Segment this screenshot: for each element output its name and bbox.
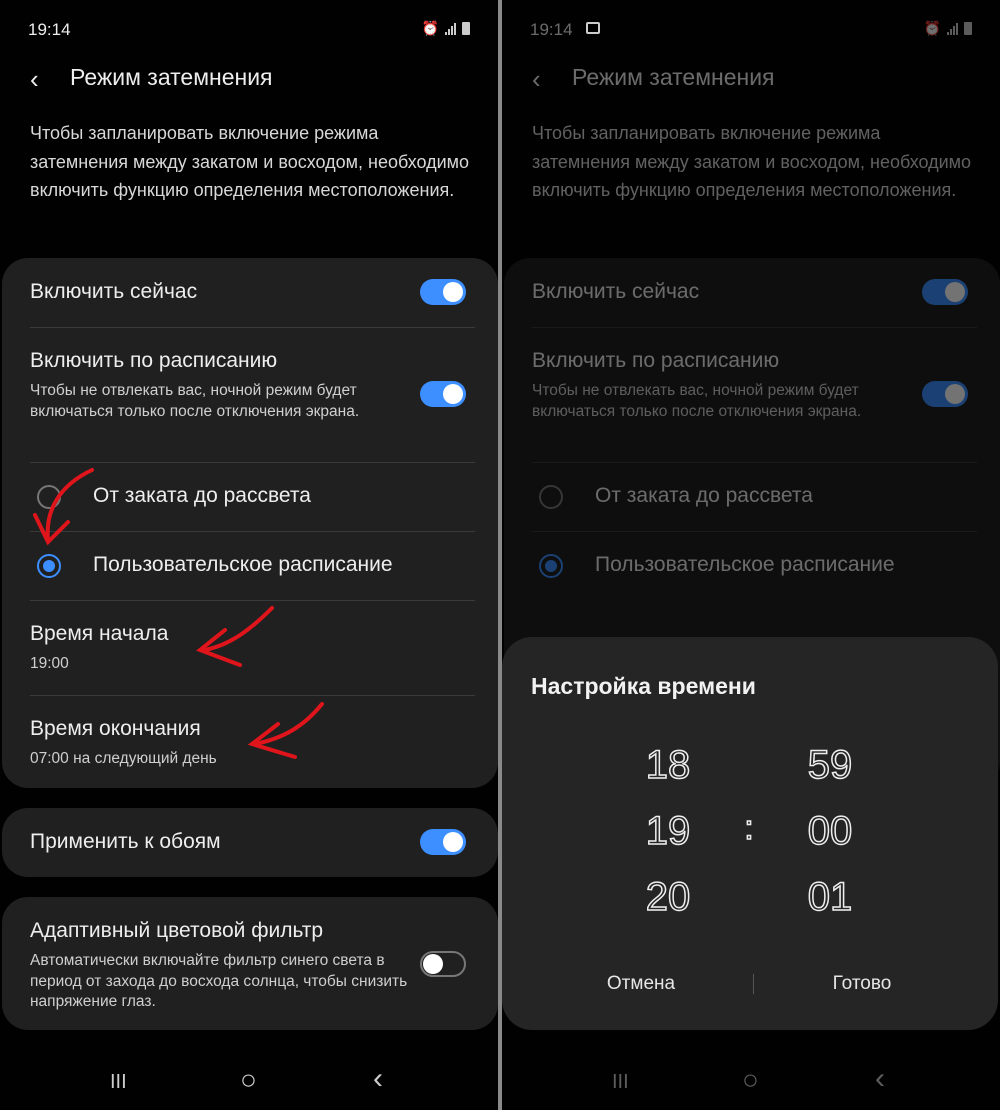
time-separator: : (744, 809, 754, 847)
done-button[interactable]: Готово (832, 973, 892, 994)
divider (532, 327, 977, 328)
recents-button[interactable]: III (612, 1071, 629, 1093)
schedule-card (2, 258, 498, 788)
status-time: 19:14 (28, 20, 71, 39)
nav-back-button[interactable]: ‹ (373, 1062, 383, 1095)
screen-right (502, 0, 1000, 1110)
scheduled-sub: Чтобы не отвлекать вас, ночной режим будет включаться только после отключения экрана. (30, 382, 360, 420)
back-button[interactable]: ‹ (532, 64, 541, 94)
adaptive-sub: Автоматически включайте фильтр синего света в период от захода до восхода солнца, чтобы снизить напряжение глаз. (30, 952, 408, 1010)
adaptive-toggle[interactable] (420, 951, 466, 977)
radio-sunset-sunrise[interactable] (37, 485, 61, 509)
description: Чтобы запланировать включение режима затемнения между закатом и восходом, необходимо включить функцию определения местоположения. (532, 123, 972, 200)
radio-custom-schedule[interactable] (539, 554, 563, 578)
minute-next[interactable]: 01 (807, 875, 853, 919)
scheduled-sub: Чтобы не отвлекать вас, ночной режим будет включаться только после отключения экрана. (532, 382, 862, 420)
divider (30, 327, 475, 328)
nav-back-button[interactable]: ‹ (875, 1062, 885, 1095)
minute-prev[interactable]: 59 (807, 743, 853, 787)
hour-prev[interactable]: 18 (645, 743, 691, 787)
radio-sunset-sunrise[interactable] (539, 485, 563, 509)
scheduled-toggle[interactable] (420, 381, 466, 407)
option-sunset-sunrise[interactable]: От заката до рассвета (93, 484, 311, 507)
screen-left (0, 0, 498, 1110)
cancel-button[interactable]: Отмена (606, 973, 676, 994)
start-time-value: 19:00 (30, 655, 69, 672)
end-time-label[interactable]: Время окончания (30, 717, 201, 740)
dialog-title: Настройка времени (531, 673, 756, 699)
turn-on-now-toggle[interactable] (420, 279, 466, 305)
option-custom-schedule[interactable]: Пользовательское расписание (93, 553, 393, 576)
scheduled-toggle[interactable] (922, 381, 968, 407)
page-title: Режим затемнения (70, 64, 273, 90)
time-picker-dialog (502, 637, 998, 1030)
wallpaper-label: Применить к обоям (30, 830, 221, 853)
battery-icon (964, 22, 972, 35)
scheduled-label: Включить по расписанию (30, 349, 278, 372)
image-notification-icon (586, 22, 600, 34)
button-divider (753, 974, 754, 994)
divider (532, 531, 977, 532)
recents-button[interactable]: III (110, 1071, 127, 1093)
divider (30, 462, 475, 463)
home-button[interactable]: ○ (240, 1064, 257, 1095)
signal-icon (445, 23, 456, 35)
turn-on-now-label: Включить сейчас (30, 280, 198, 303)
hour-selected[interactable]: 19 (645, 809, 691, 853)
option-sunset-sunrise[interactable]: От заката до рассвета (595, 484, 813, 507)
description: Чтобы запланировать включение режима затемнения между закатом и восходом, необходимо включить функцию определения местоположения. (30, 123, 470, 200)
divider (532, 462, 977, 463)
minute-selected[interactable]: 00 (807, 809, 853, 853)
start-time-label[interactable]: Время начала (30, 622, 169, 645)
status-time: 19:14 (530, 20, 573, 39)
adaptive-label: Адаптивный цветовой фильтр (30, 919, 324, 942)
alarm-icon: ⏰ (923, 20, 941, 36)
signal-icon (947, 23, 958, 35)
option-custom-schedule[interactable]: Пользовательское расписание (595, 553, 895, 576)
turn-on-now-toggle[interactable] (922, 279, 968, 305)
status-icons (422, 20, 470, 37)
page-title: Режим затемнения (572, 64, 775, 90)
battery-icon (462, 22, 470, 35)
status-icons (924, 20, 972, 37)
alarm-icon: ⏰ (421, 20, 439, 36)
back-button[interactable]: ‹ (30, 64, 39, 94)
scheduled-label: Включить по расписанию (532, 349, 780, 372)
end-time-value: 07:00 на следующий день (30, 750, 217, 767)
hour-next[interactable]: 20 (645, 875, 691, 919)
wallpaper-toggle[interactable] (420, 829, 466, 855)
divider (30, 600, 475, 601)
turn-on-now-label: Включить сейчас (532, 280, 700, 303)
divider (30, 695, 475, 696)
divider (30, 531, 475, 532)
radio-custom-schedule[interactable] (37, 554, 61, 578)
home-button[interactable]: ○ (742, 1064, 759, 1095)
